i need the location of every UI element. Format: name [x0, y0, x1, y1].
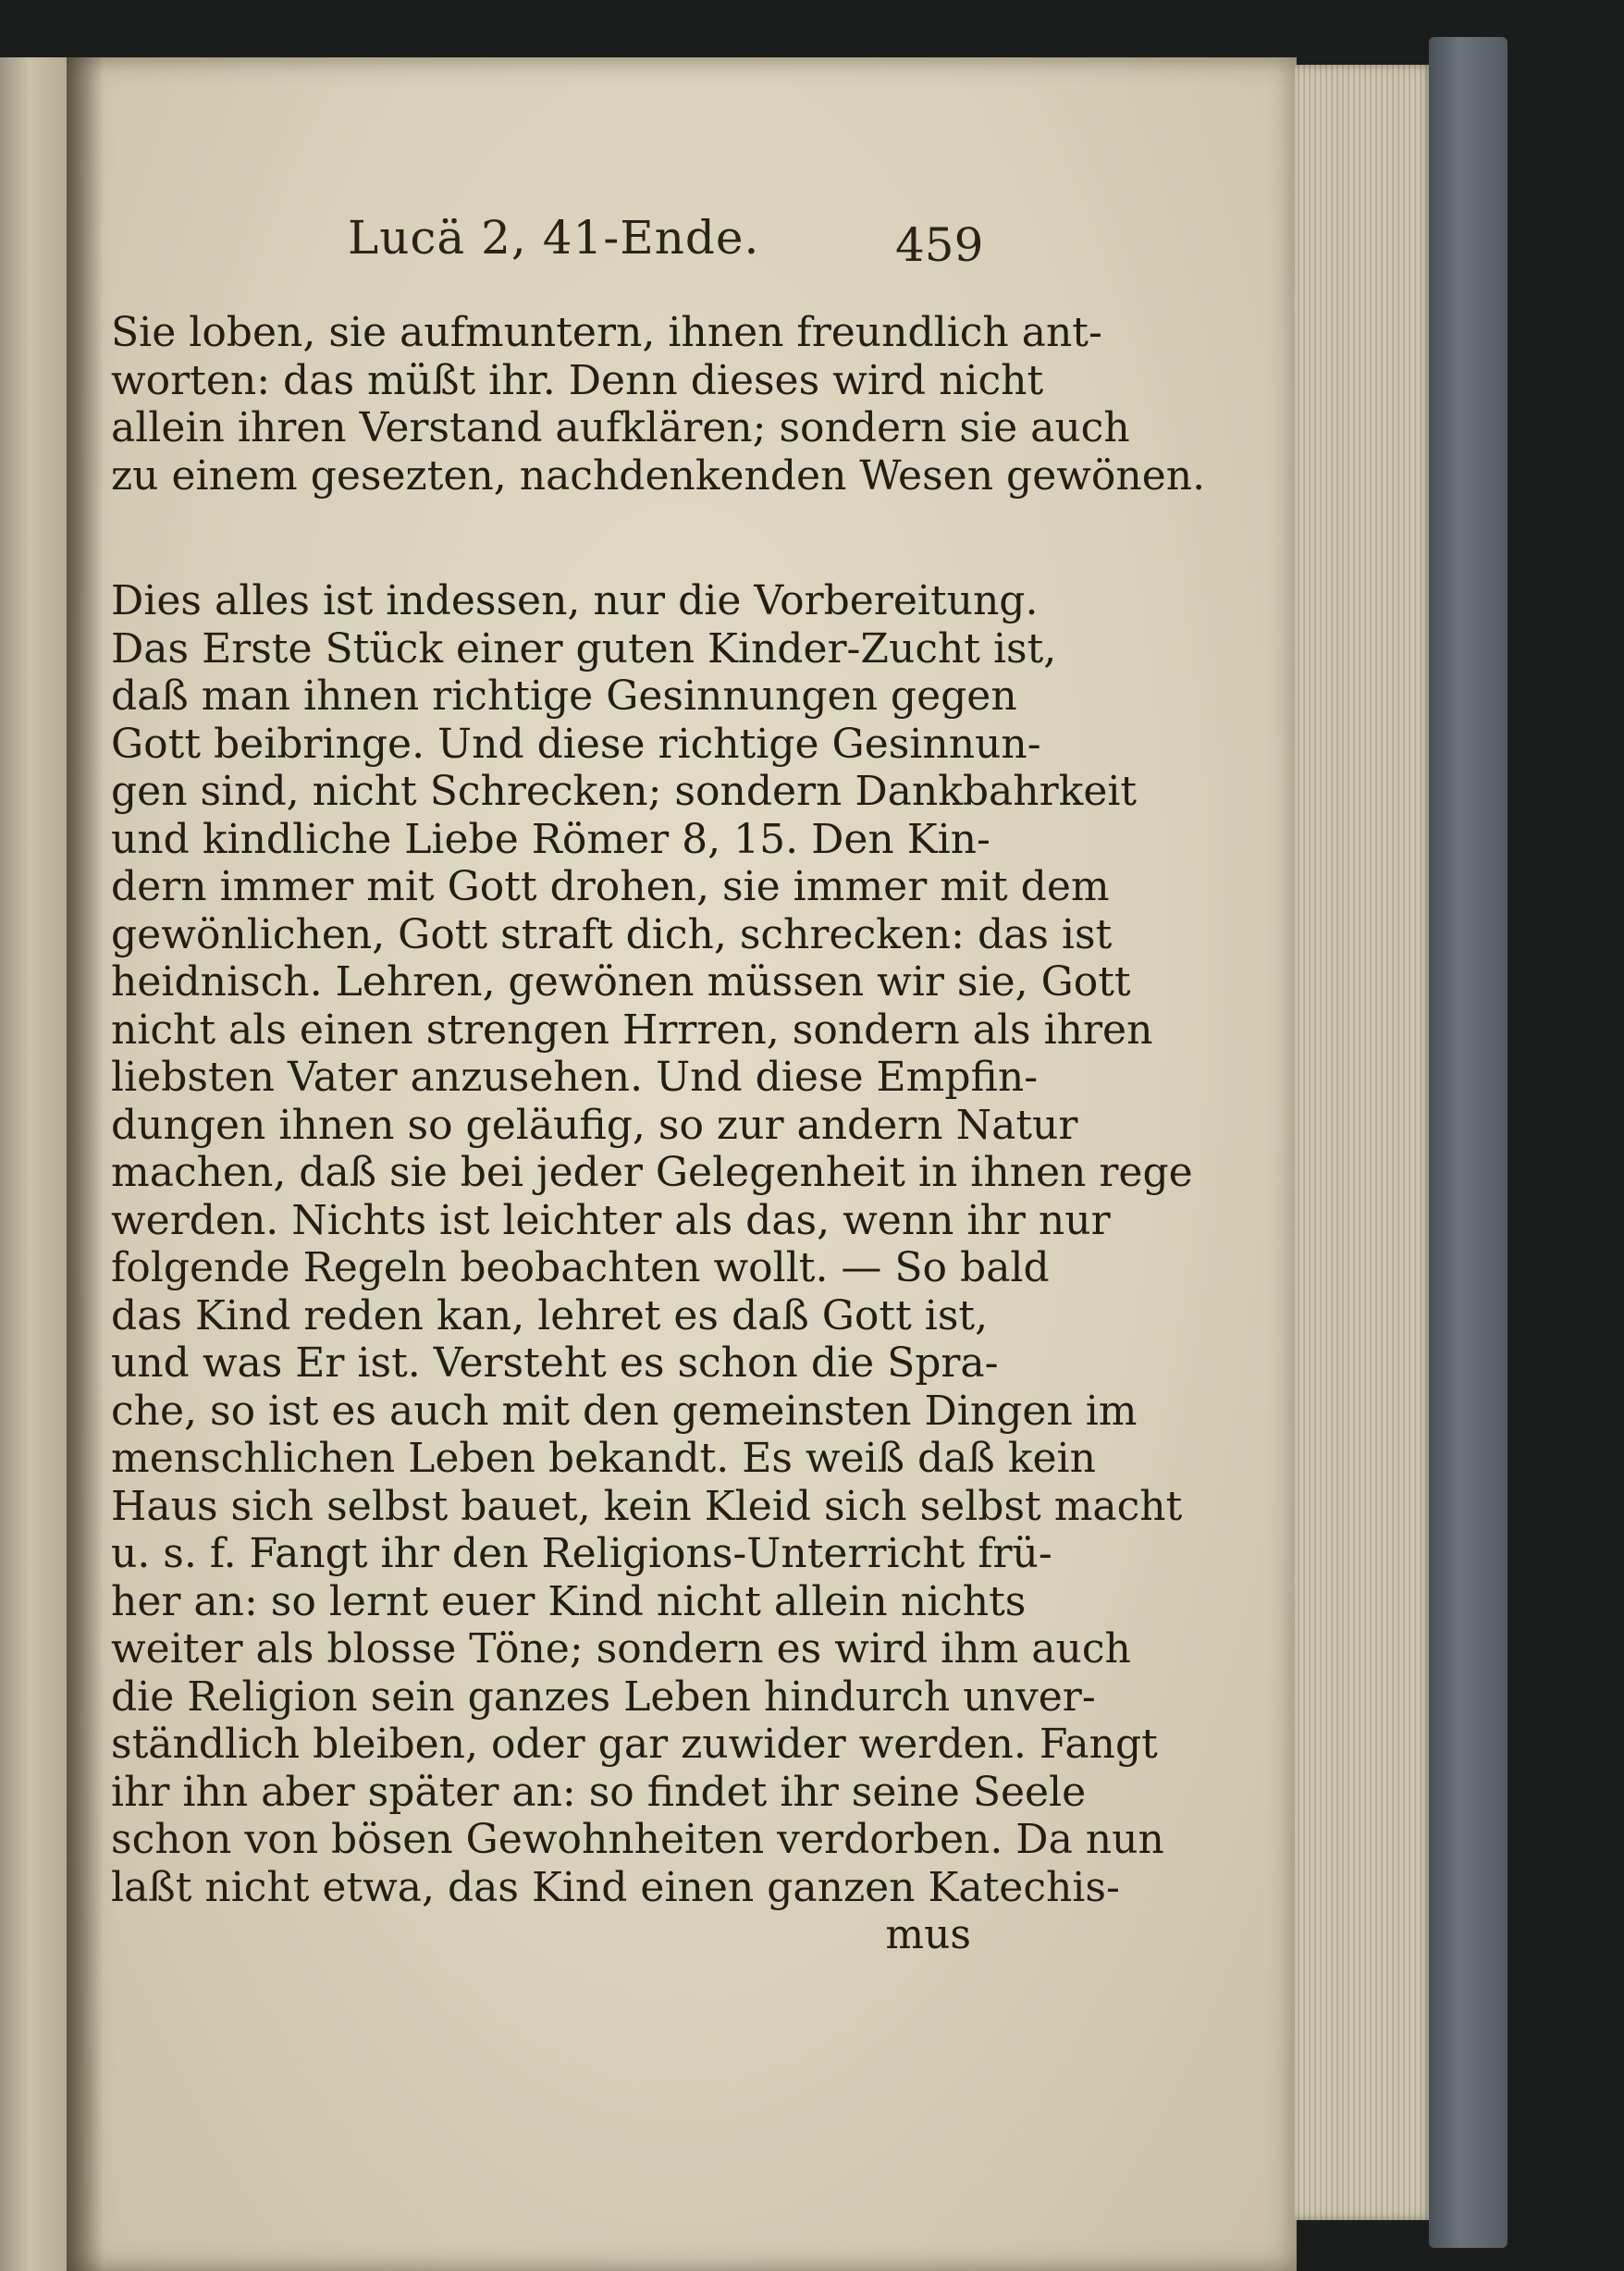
text-line: heidnisch. Lehren, gewönen müssen wir sie, Gott — [111, 958, 1131, 1006]
book-cover — [1429, 37, 1507, 2248]
text-line: daß man ihnen richtige Gesinnungen gegen — [111, 673, 1017, 720]
text-line: das Kind reden kan, lehret es daß Gott ist, — [111, 1291, 989, 1339]
page-number: 459 — [895, 218, 984, 272]
body-text — [111, 309, 1206, 1959]
text-line: Das Erste Stück einer guten Kinder-Zucht ist, — [111, 624, 1057, 673]
text-line: her an: so lernt euer Kind nicht allein nichts — [111, 1577, 1027, 1625]
text-line: dungen ihnen so geläufig, so zur andern Natur — [111, 1101, 1078, 1149]
text-line: u. s. f. Fangt ihr den Religions-Unterricht frü- — [111, 1530, 1052, 1577]
text-line: gewönlichen, Gott straft dich, schrecken: das ist — [111, 910, 1113, 958]
text-line: folgende Regeln beobachten wollt. — So bald — [111, 1244, 1050, 1291]
facing-page-edge — [0, 57, 67, 2271]
text-line: ihr ihn aber später an: so findet ihr seine Seele — [111, 1768, 1087, 1816]
text-line: weiter als blosse Töne; sondern es wird ihm auch — [111, 1625, 1131, 1672]
page-gutter-shadow — [67, 57, 104, 2271]
text-line: Sie loben, sie aufmuntern, ihnen freundlich ant- — [111, 309, 1102, 356]
text-line: worten: das müßt ihr. Denn dieses wird nicht — [111, 356, 1044, 404]
catchword: mus — [885, 1911, 971, 1958]
paragraph-gap — [111, 500, 971, 577]
text-line: gen sind, nicht Schrecken; sondern Dankbahrkeit — [111, 768, 1138, 815]
text-line: allein ihren Verstand aufklären; sondern sie auch — [111, 404, 1130, 451]
text-line: die Religion sein ganzes Leben hindurch unver- — [111, 1672, 1096, 1721]
text-line: schon von bösen Gewohnheiten verdorben. Da nun — [111, 1816, 1164, 1863]
text-line: nicht als einen strengen Hrrren, sondern als ihren — [111, 1006, 1153, 1054]
text-line: ständlich bleiben, oder gar zuwider werden. Fangt — [111, 1721, 1158, 1768]
page-fore-edge — [1295, 65, 1433, 2220]
text-line: und was Er ist. Versteht es schon die Spra- — [111, 1339, 999, 1387]
text-line: Haus sich selbst bauet, kein Kleid sich selbst macht — [111, 1482, 1183, 1530]
text-line: Dies alles ist indessen, nur die Vorbereitung. — [111, 577, 1039, 624]
text-line: zu einem gesezten, nachdenkenden Wesen gewönen. — [111, 451, 1206, 500]
text-line: menschlichen Leben bekandt. Es weiß daß kein — [111, 1435, 1096, 1482]
text-line: Gott beibringe. Und diese richtige Gesinnun- — [111, 720, 1041, 768]
text-line: und kindliche Liebe Römer 8, 15. Den Kin- — [111, 815, 990, 863]
text-line: werden. Nichts ist leichter als das, wenn ihr nur — [111, 1196, 1111, 1244]
text-line: machen, daß sie bei jeder Gelegenheit in ihnen rege — [111, 1149, 1193, 1196]
text-line: che, so ist es auch mit den gemeinsten Dingen im — [111, 1387, 1138, 1435]
text-line: dern immer mit Gott drohen, sie immer mit dem — [111, 863, 1110, 910]
text-line: liebsten Vater anzusehen. Und diese Empfin- — [111, 1054, 1039, 1101]
text-line: laßt nicht etwa, das Kind einen ganzen Katechis- — [111, 1863, 1120, 1911]
running-head: Lucä 2, 41-Ende. — [348, 211, 760, 265]
